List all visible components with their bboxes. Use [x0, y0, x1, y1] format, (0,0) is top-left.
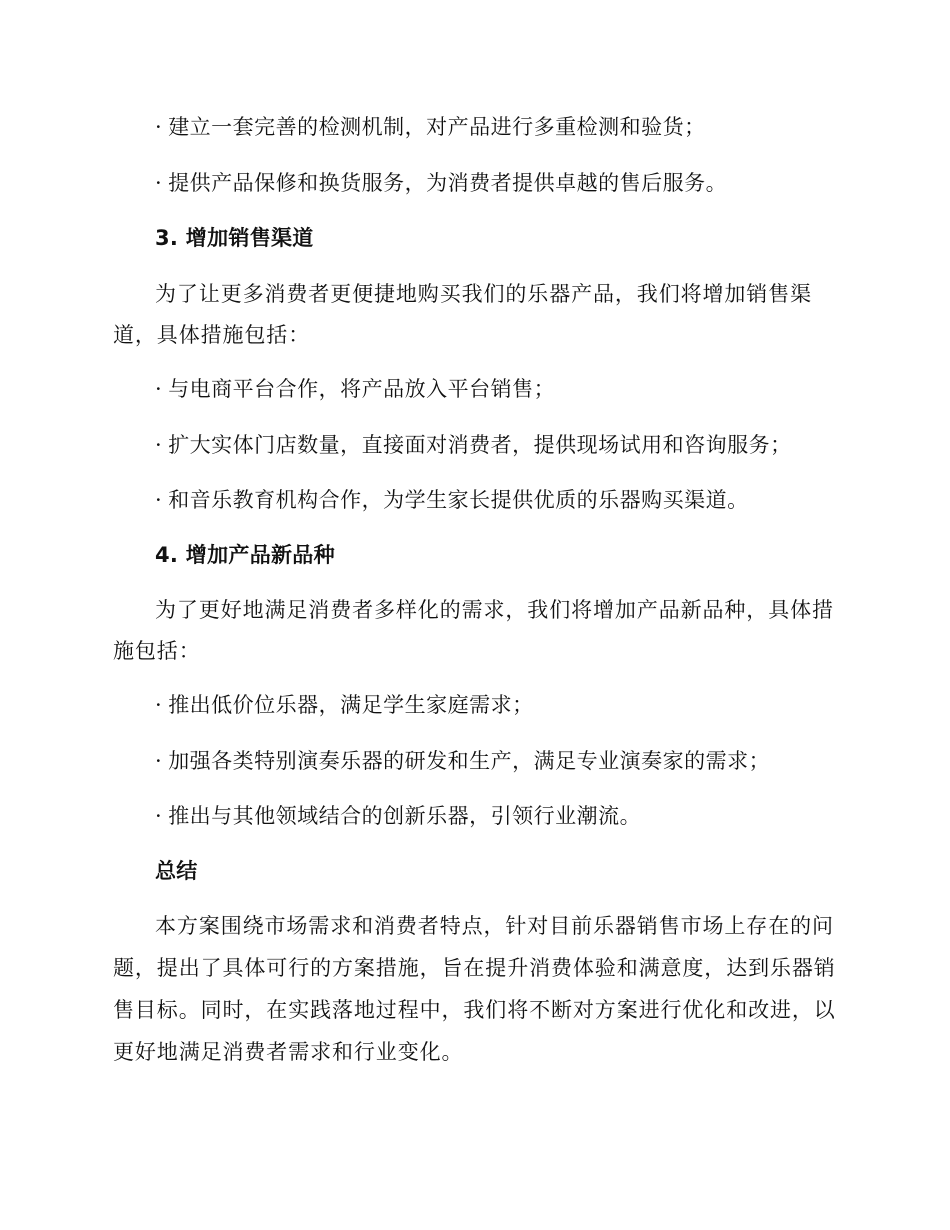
bullet-text: 和音乐教育机构合作，为学生家长提供优质的乐器购买渠道。	[168, 488, 749, 512]
bullet-text: 建立一套完善的检测机制，对产品进行多重检测和验货；	[168, 115, 706, 139]
bullet-item	[155, 168, 727, 198]
paragraph-line: 更好地满足消费者需求和行业变化。	[113, 1040, 464, 1064]
bullet-text: 推出低价位乐器，满足学生家庭需求；	[168, 693, 534, 717]
bullet-text: 加强各类特别演奏乐器的研发和生产，满足专业演奏家的需求；	[168, 749, 771, 773]
bullet-item	[155, 374, 555, 404]
bullet-item	[155, 112, 706, 142]
bullet-text: 推出与其他领域结合的创新乐器，引领行业潮流。	[168, 804, 642, 828]
bullet-text: 扩大实体门店数量，直接面对消费者，提供现场试用和咨询服务；	[168, 433, 792, 457]
section-heading-4: 4. 增加产品新品种	[155, 543, 335, 567]
bullet-item	[155, 430, 792, 460]
bullet-dot-icon: ·	[155, 433, 163, 457]
bullet-dot-icon: ·	[155, 171, 163, 195]
paragraph-line: 为了更好地满足消费者多样化的需求，我们将增加产品新品种，具体措	[155, 598, 834, 622]
bullet-dot-icon: ·	[155, 804, 163, 828]
bullet-item	[155, 746, 770, 776]
bullet-dot-icon: ·	[155, 115, 163, 139]
paragraph-line: 施包括：	[113, 639, 201, 663]
bullet-dot-icon: ·	[155, 488, 163, 512]
bullet-text: 与电商平台合作，将产品放入平台销售；	[168, 377, 556, 401]
paragraph-line: 道，具体措施包括：	[113, 323, 311, 347]
paragraph-line: 售目标。同时，在实践落地过程中，我们将不断对方案进行优化和改进，以	[113, 998, 836, 1022]
paragraph-line: 为了让更多消费者更便捷地购买我们的乐器产品，我们将增加销售渠	[155, 282, 812, 306]
bullet-item	[155, 485, 749, 515]
bullet-dot-icon: ·	[155, 377, 163, 401]
bullet-text: 提供产品保修和换货服务，为消费者提供卓越的售后服务。	[168, 171, 728, 195]
paragraph-line: 题，提出了具体可行的方案措施，旨在提升消费体验和满意度，达到乐器销	[113, 956, 836, 980]
bullet-item	[155, 801, 641, 831]
bullet-dot-icon: ·	[155, 693, 163, 717]
bullet-item	[155, 690, 534, 720]
section-heading-3: 3. 增加销售渠道	[155, 226, 314, 250]
summary-heading: 总结	[155, 859, 198, 883]
paragraph-line: 本方案围绕市场需求和消费者特点，针对目前乐器销售市场上存在的问	[155, 914, 834, 938]
bullet-dot-icon: ·	[155, 749, 163, 773]
